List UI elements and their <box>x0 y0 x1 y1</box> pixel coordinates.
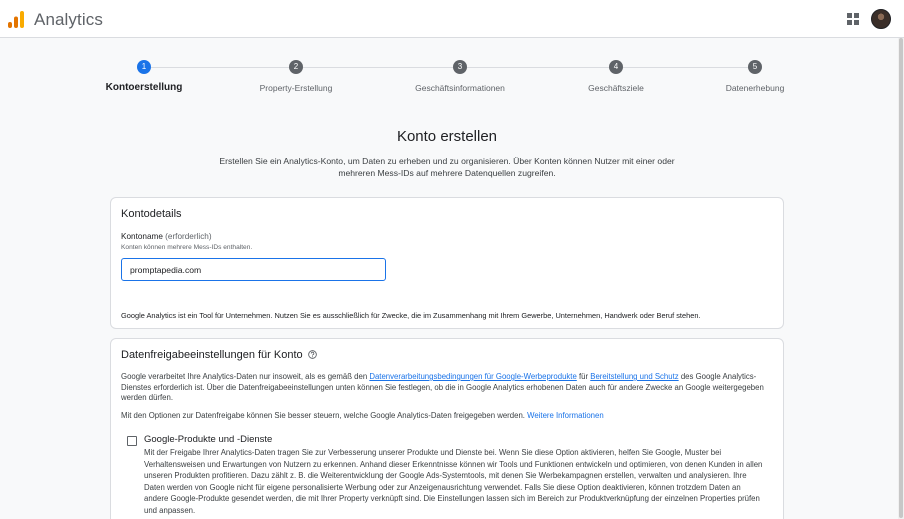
step-1[interactable] <box>74 60 214 93</box>
step-number: 5 <box>748 60 762 74</box>
page-description: Erstellen Sie ein Analytics-Konto, um Daten zu erheben und zu organisieren. Über Konten können Nutzer mit einer oder mehreren Mess-IDs auf mehrere Datenquellen zugreifen. <box>219 156 675 178</box>
account-name-input[interactable] <box>121 258 386 281</box>
step-3 <box>390 60 530 93</box>
step-5 <box>685 60 825 93</box>
step-label: Geschäftsinformationen <box>415 83 505 93</box>
field-label-text: Kontoname <box>121 232 163 241</box>
paragraph-text: für <box>576 372 591 381</box>
option-description: Mit der Freigabe Ihrer Analytics-Daten tragen Sie zur Verbesserung unserer Produkte und Dienste bei. Wenn Sie diese Option aktivieren, helfen Sie Google, Muster bei Verhaltensweisen und Erwartungen von Nutzern zu erkennen. Anhand dieser Erkenntnisse können wir Tools und Funktionen entwickeln und optimieren, von denen Kunden in allen unseren Produkten profitieren. Dazu zählt z. B. die Weiterentwicklung der Google Ads-Systemtools, mit denen Sie Werbekampagnen erstellen, verwalten und analysieren. Ihre Daten werden von Google nicht für eigene personalisierte Werbung oder zur Anzeigenausrichtung verwendet. Falls Sie diese Option deaktivieren, können trotzdem Daten an andere Google-Produkte gesendet werden, die mit Ihrer Property verknüpft sind. Die Einstellungen lassen sich im Bereich zur Produktverknüpfung der einzelnen Properties prüfen und anpassen. <box>144 448 763 515</box>
account-details-card <box>110 197 784 329</box>
step-number: 4 <box>609 60 623 74</box>
step-4 <box>546 60 686 93</box>
paragraph-text: Mit den Optionen zur Datenfreigabe können Sie besser steuern, welche Google Analytics-Daten freigegeben werden. <box>121 411 528 420</box>
page-title: Konto erstellen <box>396 128 498 145</box>
scrollbar[interactable] <box>898 38 904 519</box>
avatar[interactable] <box>871 9 891 29</box>
step-label: Geschäftsziele <box>588 83 644 93</box>
account-name-hint: Konten können mehrere Mess-IDs enthalten. <box>121 244 253 251</box>
required-label: (erforderlich) <box>165 232 212 241</box>
card-title <box>121 349 317 361</box>
analytics-logo-icon[interactable] <box>8 11 24 28</box>
processing-terms-link[interactable]: Datenverarbeitungsbedingungen für Google-Werbeprodukte <box>369 372 577 381</box>
step-label: Datenerhebung <box>725 83 785 93</box>
data-sharing-card <box>110 338 784 519</box>
account-name-label <box>121 232 212 241</box>
option-title: Google-Produkte und -Dienste <box>144 434 273 445</box>
card-title-text: Datenfreigabeeinstellungen für Konto <box>121 349 303 361</box>
usage-note: Google Analytics ist ein Tool für Unternehmen. Nutzen Sie es ausschließlich für Zwecke, die im Zusammenhang mit Ihrem Gewerbe, Unternehmen, Handwerk oder Beruf stehen. <box>121 311 701 320</box>
step-number: 1 <box>137 60 151 74</box>
step-number: 2 <box>289 60 303 74</box>
options-paragraph <box>121 411 775 422</box>
step-2 <box>226 60 366 93</box>
learn-more-link[interactable]: Weitere Informationen <box>527 411 604 420</box>
provision-protection-link[interactable]: Bereitstellung und Schutz <box>590 372 679 381</box>
processing-paragraph <box>121 372 775 404</box>
card-title: Kontodetails <box>121 208 182 220</box>
app-title: Analytics <box>34 10 103 29</box>
scrollbar-thumb[interactable] <box>899 38 903 518</box>
google-products-checkbox[interactable] <box>127 436 137 446</box>
help-circle-icon[interactable] <box>308 350 317 359</box>
setup-stepper <box>0 60 898 100</box>
step-label: Kontoerstellung <box>105 82 183 93</box>
step-label: Property-Erstellung <box>259 83 333 93</box>
step-number: 3 <box>453 60 467 74</box>
paragraph-text: des Google Analytics-Dienstes erforderlich ist. Über die Datenfreigabeeinstellungen unten können Sie festlegen, ob die in Google Analytics erhobenen Daten auch für andere Zwecke an Google weitergegeben werden dürfen. <box>121 372 764 402</box>
top-app-bar <box>0 0 904 38</box>
grid-icon[interactable] <box>847 13 859 25</box>
paragraph-text: Google verarbeitet Ihre Analytics-Daten nur insoweit, als es gemäß den <box>121 372 370 381</box>
